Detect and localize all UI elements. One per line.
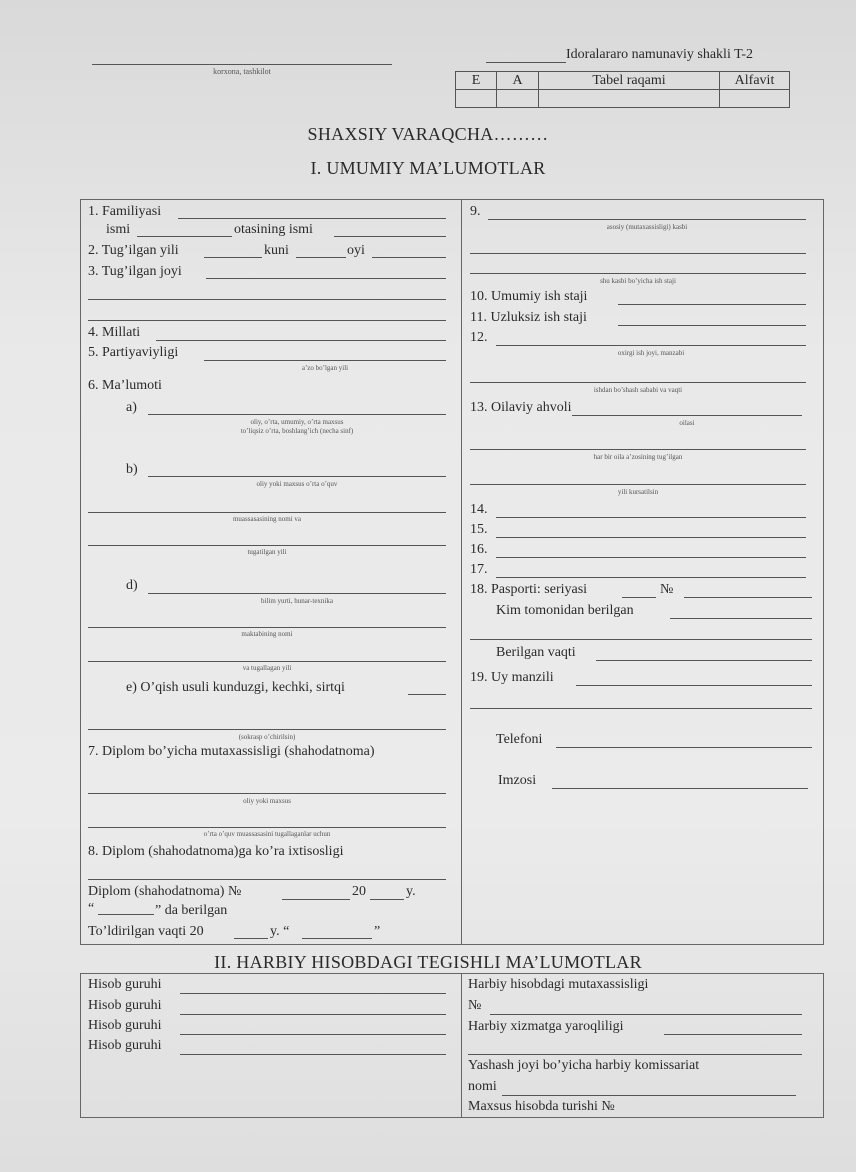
- harbiy-xizmatga-yaroqliligi-field-2[interactable]: [468, 1054, 802, 1055]
- oilaviy-ahvoli-caption: oilasi: [679, 419, 695, 427]
- oilaviy-ahvoli-field[interactable]: [572, 415, 802, 416]
- malumoti-b-field-3[interactable]: [88, 545, 446, 546]
- kasbi-staji-field[interactable]: [470, 273, 806, 274]
- label-14: 14.: [470, 502, 488, 517]
- harbiy-mutaxassisligi-field[interactable]: [490, 1014, 802, 1015]
- label-telefoni: Telefoni: [496, 732, 543, 747]
- label-uy-manzili: 19. Uy manzili: [470, 670, 554, 685]
- oqish-usuli-caption: (sokrasp o’chirilsin): [238, 733, 296, 741]
- diplom-mutaxassisligi-field-2[interactable]: [88, 827, 446, 828]
- label-toldirilgan-end: ”: [374, 924, 381, 939]
- form-name: Idoralararo namunaviy shakli T-2: [566, 47, 754, 62]
- label-hisob-guruhi-2: Hisob guruhi: [88, 998, 162, 1013]
- label-17: 17.: [470, 562, 488, 577]
- label-hisob-guruhi-1: Hisob guruhi: [88, 977, 162, 992]
- label-harbiy-komissariat: Yashash joyi bo’yicha harbiy komissariat: [468, 1058, 700, 1073]
- malumoti-d-caption: bilim yurti, hunar-texnika: [261, 597, 333, 605]
- label-6d: d): [126, 578, 138, 593]
- label-9: 9.: [470, 204, 481, 219]
- code-tabel: Tabel raqami: [539, 72, 720, 90]
- code-e: E: [456, 72, 497, 90]
- diplom-mutaxassisligi-field[interactable]: [88, 793, 446, 794]
- malumoti-a-caption: oliy, o’rta, umumiy, o’rta maxsus: [250, 418, 344, 426]
- label-oyi: oyi: [347, 243, 365, 258]
- kim-tomonidan-field-2[interactable]: [470, 639, 812, 640]
- section1-title: I. UMUMIY MA’LUMOTLAR: [310, 158, 546, 178]
- field-16[interactable]: [496, 557, 806, 558]
- pasport-number-field[interactable]: [684, 597, 812, 598]
- uzluksiz-ish-staji-field[interactable]: [618, 325, 806, 326]
- umumiy-ish-staji-field[interactable]: [618, 304, 806, 305]
- code-alfavit: Alfavit: [720, 72, 790, 90]
- oqish-usuli-field-2[interactable]: [88, 729, 446, 730]
- section2-divider: [461, 973, 462, 1117]
- oxirgi-ish-joyi-caption: oxirgi ish joyi, manzabi: [617, 349, 685, 357]
- label-oilaviy-ahvoli: 13. Oilaviy ahvoli: [470, 400, 572, 415]
- label-6a: a): [126, 400, 137, 415]
- label-15: 15.: [470, 522, 488, 537]
- label-pasport-no: №: [660, 582, 674, 597]
- label-harbiy-mutaxassisligi: Harbiy hisobdagi mutaxassisligi: [468, 977, 649, 992]
- code-a-value[interactable]: [497, 90, 539, 108]
- oila-azolari-caption: har bir oila a’zosining tug’ilgan: [593, 453, 683, 461]
- pasport-seriyasi-field[interactable]: [622, 597, 656, 598]
- malumoti-b-caption-2: muassasasining nomi va: [232, 515, 302, 523]
- malumoti-b-caption-3: tugatilgan yili: [247, 548, 287, 556]
- tugilgan-yili-field[interactable]: [204, 257, 262, 258]
- label-harbiy-xizmatga-yaroqliligi: Harbiy xizmatga yaroqliligi: [468, 1019, 624, 1034]
- label-harbiy-no: №: [468, 998, 482, 1013]
- label-millati: 4. Millati: [88, 325, 141, 340]
- telefoni-field[interactable]: [556, 747, 812, 748]
- malumoti-b-field[interactable]: [148, 476, 446, 477]
- label-umumiy-ish-staji: 10. Umumiy ish staji: [470, 289, 588, 304]
- quote-open: “: [88, 901, 95, 916]
- kim-tomonidan-field[interactable]: [670, 618, 812, 619]
- malumoti-a-field[interactable]: [148, 414, 446, 415]
- malumoti-d-caption-2: maktabining nomi: [241, 630, 293, 638]
- hisob-guruhi-field-2[interactable]: [180, 1014, 446, 1015]
- field-17[interactable]: [496, 577, 806, 578]
- tugilgan-joyi-field[interactable]: [206, 278, 446, 279]
- label-tugilgan-joyi: 3. Tug’ilgan joyi: [88, 264, 182, 279]
- label-diplom-y: y.: [406, 884, 416, 899]
- berilgan-date-field[interactable]: [98, 914, 154, 915]
- code-tabel-value[interactable]: [539, 90, 720, 108]
- hisob-guruhi-field-4[interactable]: [180, 1054, 446, 1055]
- label-otasining-ismi: otasining ismi: [234, 222, 313, 237]
- label-pasporti: 18. Pasporti: seriyasi: [470, 582, 588, 597]
- label-toldirilgan: To’ldirilgan vaqti 20: [88, 924, 204, 939]
- kasbi-caption: asosiy (mutaxassisligi) kasbi: [606, 223, 688, 231]
- label-berilgan: ” da berilgan: [155, 903, 228, 918]
- toldirilgan-year-field[interactable]: [234, 938, 268, 939]
- label-12: 12.: [470, 330, 488, 345]
- section2-frame: [80, 973, 824, 1118]
- millati-field[interactable]: [156, 340, 446, 341]
- ishdan-boshash-field[interactable]: [470, 382, 806, 383]
- komissariat-nomi-field[interactable]: [502, 1095, 796, 1096]
- label-familiyasi: 1. Familiyasi: [88, 204, 162, 219]
- label-tugilgan-yili: 2. Tug’ilgan yili: [88, 243, 179, 258]
- label-komissariat-nomi: nomi: [468, 1079, 497, 1094]
- label-diplom-ixtisosligi: 8. Diplom (shahodatnoma)ga ko’ra ixtisosligi: [88, 844, 344, 859]
- toldirilgan-date-field[interactable]: [302, 938, 372, 939]
- malumoti-d-field-3[interactable]: [88, 661, 446, 662]
- field-15[interactable]: [496, 537, 806, 538]
- hisob-guruhi-field-1[interactable]: [180, 993, 446, 994]
- label-toldirilgan-y: y. “: [270, 924, 290, 939]
- code-a: A: [497, 72, 539, 90]
- malumoti-d-field-2[interactable]: [88, 627, 446, 628]
- label-maxsus-hisobda: Maxsus hisobda turishi №: [468, 1099, 615, 1114]
- label-diplom-20: 20: [352, 884, 366, 899]
- malumoti-b-field-2[interactable]: [88, 512, 446, 513]
- label-16: 16.: [470, 542, 488, 557]
- tugilgan-joyi-field-3[interactable]: [88, 320, 446, 321]
- berilgan-vaqti-field[interactable]: [596, 660, 812, 661]
- kasbi-field[interactable]: [488, 219, 806, 220]
- malumoti-a-caption-2: to’liqsiz o’rta, boshlang’ich (necha sinf): [240, 427, 354, 435]
- ishdan-boshash-caption: ishdan bo’shash sababi va vaqti: [593, 386, 683, 394]
- label-partiyaviyligi: 5. Partiyaviyligi: [88, 345, 179, 360]
- label-malumoti: 6. Ma’lumoti: [88, 378, 162, 393]
- field-14[interactable]: [496, 517, 806, 518]
- label-6b: b): [126, 462, 138, 477]
- kuni-field[interactable]: [296, 257, 346, 258]
- oqish-usuli-field[interactable]: [408, 694, 446, 695]
- uy-manzili-field[interactable]: [576, 685, 812, 686]
- oila-azolari-field-2[interactable]: [470, 484, 806, 485]
- oxirgi-ish-joyi-field[interactable]: [496, 345, 806, 346]
- malumoti-d-field[interactable]: [148, 593, 446, 594]
- label-kim-tomonidan: Kim tomonidan berilgan: [496, 603, 634, 618]
- label-hisob-guruhi-4: Hisob guruhi: [88, 1038, 162, 1053]
- tugilgan-joyi-field-2[interactable]: [88, 299, 446, 300]
- organization-line[interactable]: [92, 64, 392, 65]
- diplom-year-field[interactable]: [370, 899, 404, 900]
- label-uzluksiz-ish-staji: 11. Uzluksiz ish staji: [470, 310, 587, 325]
- label-oqish-usuli: e) O’qish usuli kunduzgi, kechki, sirtqi: [126, 680, 345, 695]
- organization-caption: korxona, tashkilot: [213, 67, 271, 76]
- oila-azolari-field[interactable]: [470, 449, 806, 450]
- form-prefix-line: [486, 62, 566, 63]
- diplom-mutaxassisligi-caption-2: o’rta o’quv muassasasini tugallaganlar uchun: [203, 830, 331, 838]
- label-kuni: kuni: [264, 243, 289, 258]
- otasining-ismi-field[interactable]: [334, 236, 446, 237]
- code-alfavit-value[interactable]: [720, 90, 790, 108]
- label-diplom-number: Diplom (shahodatnoma) №: [88, 884, 242, 899]
- label-ismi: ismi: [106, 222, 131, 237]
- label-diplom-mutaxassisligi: 7. Diplom bo’yicha mutaxassisligi (shahodatnoma): [88, 744, 375, 759]
- familiyasi-field[interactable]: [178, 218, 446, 219]
- harbiy-xizmatga-yaroqliligi-field[interactable]: [664, 1034, 802, 1035]
- code-e-value[interactable]: [456, 90, 497, 108]
- label-berilgan-vaqti: Berilgan vaqti: [496, 645, 576, 660]
- kasbi-field-2[interactable]: [470, 253, 806, 254]
- oyi-field[interactable]: [372, 257, 446, 258]
- oila-azolari-caption-2: yili kursatilsin: [617, 488, 659, 496]
- imzosi-field[interactable]: [552, 788, 808, 789]
- section1-divider: [461, 199, 462, 944]
- diplom-ixtisosligi-field[interactable]: [88, 879, 446, 880]
- ismi-field[interactable]: [137, 236, 232, 237]
- malumoti-d-caption-3: va tugallagan yili: [242, 664, 292, 672]
- diplom-mutaxassisligi-caption: oliy yoki maxsus: [243, 797, 291, 805]
- partiyaviyligi-caption: a’zo bo’lgan yili: [301, 364, 349, 372]
- kasbi-staji-caption: shu kasbi bo’yicha ish staji: [600, 277, 676, 285]
- page-title: SHAXSIY VARAQCHA………: [307, 124, 549, 144]
- section2-title: II. HARBIY HISOBDAGI TEGISHLI MA’LUMOTLAR: [214, 952, 642, 972]
- malumoti-b-caption: oliy yoki maxsus o’rta o’quv: [256, 480, 338, 488]
- uy-manzili-field-2[interactable]: [470, 708, 812, 709]
- label-imzosi: Imzosi: [498, 773, 537, 788]
- codes-table: [455, 71, 790, 108]
- partiyaviyligi-field[interactable]: [204, 360, 446, 361]
- hisob-guruhi-field-3[interactable]: [180, 1034, 446, 1035]
- diplom-number-field[interactable]: [282, 899, 350, 900]
- label-hisob-guruhi-3: Hisob guruhi: [88, 1018, 162, 1033]
